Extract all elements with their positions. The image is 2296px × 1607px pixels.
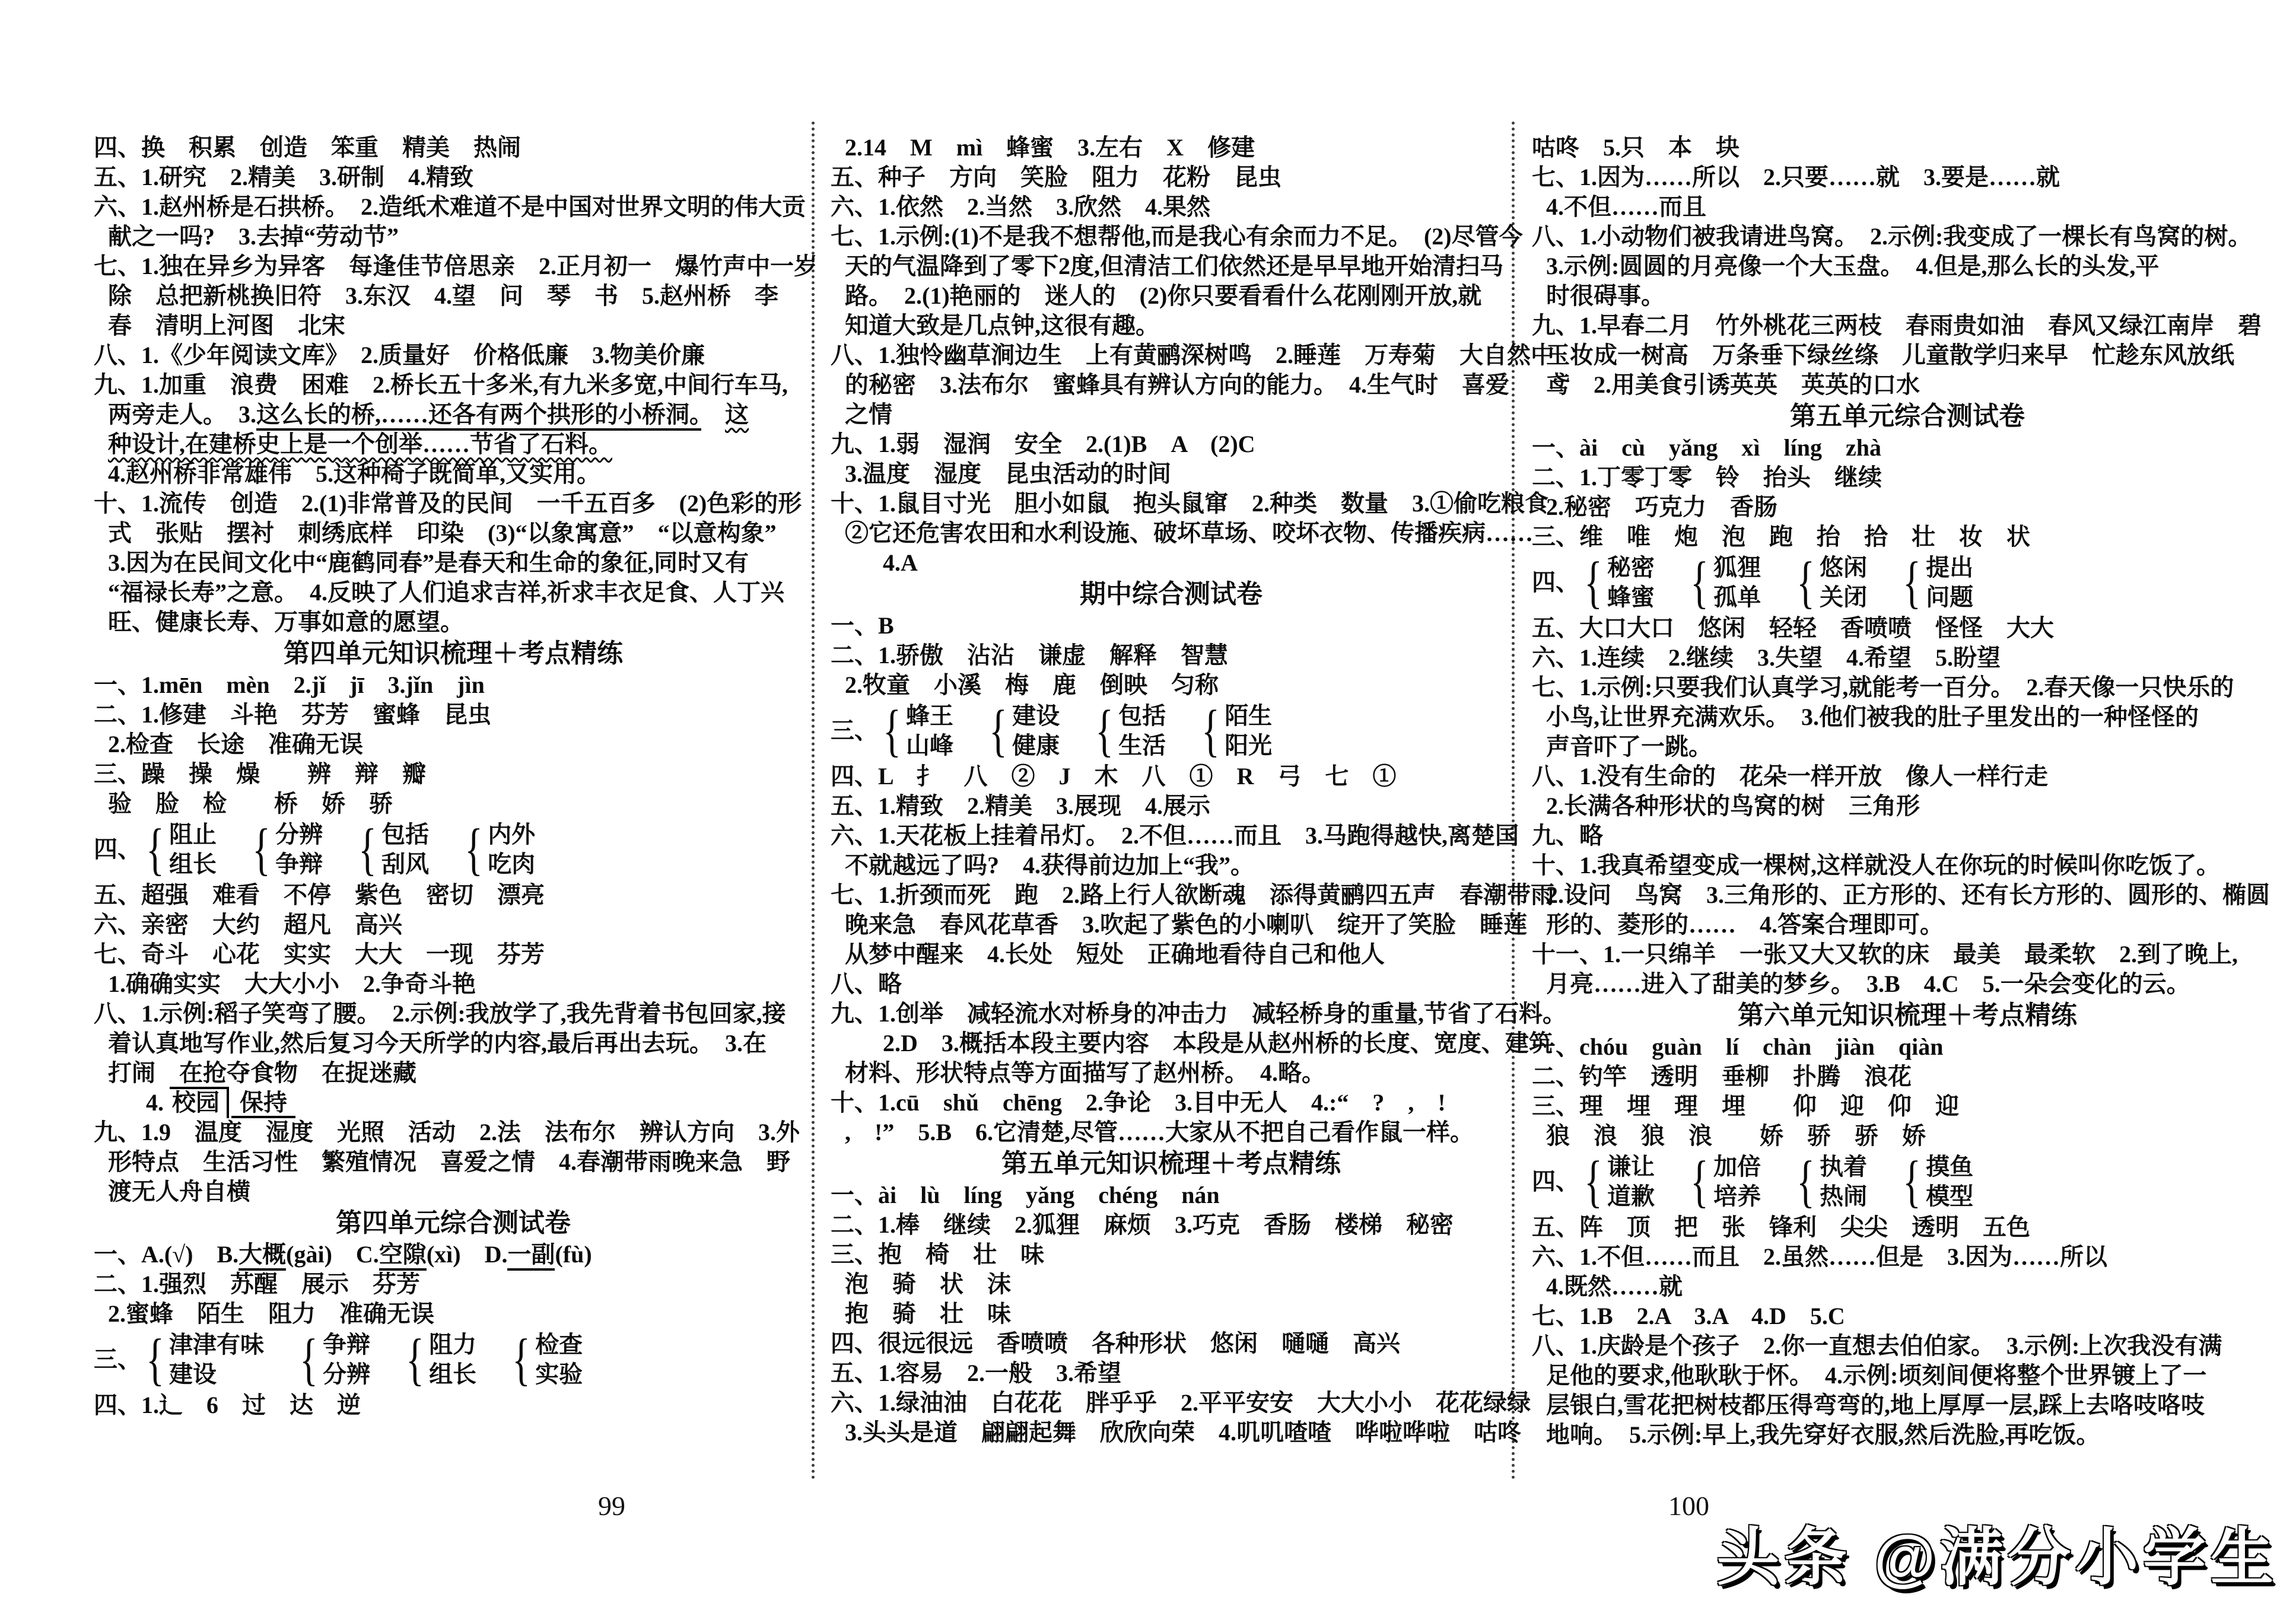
answer-line: 着认真地写作业,然后复习今天所学的内容,最后再出去玩。 3.在	[108, 1030, 767, 1057]
answer-line: 十、1.我真希望变成一棵树,这样就没人在你玩的时候叫你吃饭了。	[1532, 852, 2220, 879]
brace-pair: { 执着 热闹	[1796, 1150, 1868, 1214]
brace-icon: {	[1796, 1150, 1815, 1214]
brace-pair: { 检查 实验	[512, 1328, 583, 1392]
answer-line: 五、阵 顶 把 张 锋利 尖尖 透明 五色	[1532, 1214, 2030, 1240]
section-header: 第五单元知识梳理＋考点精练	[1001, 1149, 1341, 1178]
brace-icon: {	[1903, 1150, 1921, 1214]
answer-line: 五、1.研究 2.精美 3.研制 4.精致	[94, 164, 473, 190]
answer-line: “福禄长寿”之意。 4.反映了人们追求吉祥,祈求丰衣足食、人丁兴	[108, 579, 784, 606]
answer-line: 八、1.没有生命的 花朵一样开放 像人一样行走	[1532, 763, 2048, 790]
answer-line: 2.秘密 巧克力 香肠	[1546, 494, 1777, 520]
brace-pair: { 摸鱼 模型	[1903, 1150, 1974, 1214]
solid-underline-text: 空隙	[379, 1241, 427, 1271]
answer-line: 材料、形状特点等方面描写了赵州桥。 4.略。	[845, 1059, 1325, 1086]
answer-line: 咕咚 5.只 本 块	[1532, 134, 1740, 161]
answer-line: 4.A	[883, 549, 918, 576]
answer-line: 天的气温降到了零下2度,但清洁工们依然还是早早地开始清扫马	[845, 253, 1503, 279]
section-header: 期中综合测试卷	[1080, 580, 1263, 609]
swap-box-second: 保持	[231, 1089, 295, 1118]
answer-column-1	[94, 133, 818, 1450]
brace-icon: {	[1201, 699, 1220, 763]
brace-icon: {	[252, 817, 271, 882]
answer-line: 鸢 2.用美食引诱英英 英英的口水	[1546, 371, 1920, 398]
brace-icon: {	[512, 1328, 530, 1392]
brace-icon: {	[1690, 550, 1709, 615]
wavy-underline-text: 这	[725, 401, 749, 428]
answer-line: 2.蜜蜂 陌生 阻力 准确无误	[108, 1300, 434, 1327]
answer-line: 七、1.示例:(1)不是我不想帮他,而是我心有余而力不足。 (2)尽管今	[831, 223, 1523, 250]
answer-line: 玉妆成一树高 万条垂下绿丝绦 儿童散学归来早 忙趁东风放纸	[1546, 342, 2234, 368]
brace-icon: {	[146, 817, 164, 882]
answer-line: 五、种子 方向 笑脸 阻力 花粉 昆虫	[831, 164, 1281, 190]
answer-line: 一、chóu guàn lí chàn jiàn qiàn	[1532, 1033, 1944, 1060]
answer-line: 五、1.精致 2.精美 3.展现 4.展示	[831, 793, 1210, 819]
answer-line: 七、1.独在异乡为异客 每逢佳节倍思亲 2.正月初一 爆竹声中一岁	[94, 253, 818, 279]
brace-icon: {	[406, 1328, 424, 1392]
answer-column-2	[813, 133, 1566, 1450]
answer-line: 2.长满各种形状的鸟窝的树 三角形	[1546, 793, 1920, 819]
answer-line: 3.温度 湿度 昆虫活动的时间	[845, 460, 1171, 487]
answer-line: 八、略	[831, 970, 902, 997]
answer-line: 二、1.强烈 苏醒 展示 芬芳	[94, 1271, 420, 1297]
answer-line: 十、1.流传 创造 2.(1)非常普及的民间 一千五百多 (2)色彩的形	[94, 490, 802, 517]
brace-group-row	[94, 1329, 813, 1390]
brace-pair: { 分辨 争辩	[252, 817, 323, 882]
answer-line: 九、1.弱 湿润 安全 2.(1)B A (2)C	[831, 431, 1255, 457]
brace-group-row	[1532, 552, 2283, 613]
brace-pair: { 包括 生活	[1095, 699, 1166, 763]
answer-line: 六、1.依然 2.当然 3.欣然 4.果然	[831, 193, 1210, 220]
columns	[94, 133, 2283, 1450]
answer-line: 七、1.示例:只要我们认真学习,就能考一百分。 2.春天像一只快乐的	[1532, 674, 2234, 701]
answer-line: 除 总把新桃换旧符 3.东汉 4.望 问 琴 书 5.赵州桥 李	[108, 282, 778, 309]
item-label: 三、	[831, 717, 878, 744]
answer-line: 之情	[845, 401, 892, 428]
answer-line: 抱 骑 壮 味	[845, 1300, 1011, 1327]
brace-pair: { 悠闲 关闭	[1796, 550, 1868, 615]
answer-line: 八、1.独怜幽草涧边生 上有黄鹂深树鸣 2.睡莲 万寿菊 大自然中	[831, 342, 1554, 368]
answer-line: 从梦中醒来 4.长处 短处 正确地看待自己和他人	[845, 941, 1385, 968]
answer-line: 二、1.丁零丁零 铃 抬头 继续	[1532, 464, 1882, 491]
answer-line: 献之一吗? 3.去掉“劳动节”	[108, 223, 399, 250]
brace-pair: { 秘密 蜂蜜	[1584, 550, 1655, 615]
answer-line: 四、L 扌 八 ② J 木 八 ① R 弓 七 ①	[831, 763, 1397, 790]
wavy-underline-text: 种设计,在建桥史上是一个创举……节省了石料。	[108, 431, 612, 457]
answer-line: 4.不但……而且	[1546, 193, 1706, 220]
answer-line: 七、1.折颈而死 跑 2.路上行人欲断魂 添得黄鹂四五声 春潮带雨	[831, 882, 1554, 908]
solid-underline-text: 大概	[238, 1241, 286, 1271]
answer-line: 4.赵州桥非常雄伟 5.这种椅子既简单,又实用。	[108, 460, 600, 487]
answer-line: 不就越远了吗? 4.获得前边加上“我”。	[845, 852, 1254, 879]
answer-line: 2.检查 长途 准确无误	[108, 731, 363, 758]
watermark: 头条 @满分小学生	[1716, 1523, 2278, 1593]
brace-icon: {	[883, 699, 901, 763]
brace-group-row	[94, 819, 813, 880]
section-header: 第四单元知识梳理＋考点精练	[284, 639, 623, 668]
answer-line: 三、理 埋 理 埋 仰 迎 仰 迎	[1532, 1093, 1959, 1119]
answer-line: 狼 浪 狼 浪 娇 骄 骄 娇	[1546, 1122, 1926, 1149]
brace-icon: {	[989, 699, 1007, 763]
answer-line: ②它还危害农田和水利设施、破坏草场、咬坏衣物、传播疾病……	[845, 520, 1533, 546]
brace-pair: { 津津有味 建设	[146, 1328, 265, 1392]
brace-pair: { 谦让 道歉	[1584, 1150, 1655, 1214]
answer-line: 九、1.9 温度 湿度 光照 活动 2.法 法布尔 辨认方向 3.外	[94, 1119, 800, 1145]
solid-underline-text: 一副	[507, 1241, 555, 1271]
section-header: 第六单元知识梳理＋考点精练	[1738, 1001, 2077, 1030]
answer-line: 五、大口大口 悠闲 轻轻 香喷喷 怪怪 大大	[1532, 615, 2054, 641]
answer-line: 月亮……进入了甜美的梦乡。 3.B 4.C 5.一朵会变化的云。	[1546, 970, 2190, 997]
answer-line: 一、B	[831, 612, 894, 639]
answer-line: 六、1.绿油油 白花花 胖乎乎 2.平平安安 大大小小 花花绿绿	[831, 1389, 1531, 1416]
brace-icon: {	[465, 817, 483, 882]
brace-pair: { 提出 问题	[1903, 550, 1974, 615]
brace-icon: {	[1903, 550, 1921, 615]
brace-pair: { 阻止 组长	[146, 817, 217, 882]
answer-line: 五、1.容易 2.一般 3.希望	[831, 1360, 1121, 1386]
answer-line: 一、A.(√) B.大概(gài) C.空隙(xì) D.一副(fù)	[94, 1240, 813, 1269]
answer-line: 四、换 积累 创造 笨重 精美 热闹	[94, 134, 521, 161]
answer-line: 1.确确实实 大大小小 2.争奇斗艳	[108, 970, 476, 997]
answer-line: 2.设问 鸟窝 3.三角形的、正方形的、还有长方形的、圆形的、椭圆	[1546, 882, 2270, 908]
answer-line: 2.牧童 小溪 梅 鹿 倒映 匀称	[845, 672, 1219, 698]
answer-line: 两旁走人。 3.这么长的桥,……还各有两个拱形的小桥洞。 这	[94, 400, 813, 429]
answer-line: 六、1.赵州桥是石拱桥。 2.造纸术难道不是中国对世界文明的伟大贡	[94, 193, 806, 220]
answer-line: 六、1.不但……而且 2.虽然……但是 3.因为……所以	[1532, 1243, 2107, 1270]
answer-column-3	[1512, 133, 2283, 1450]
brace-icon: {	[1095, 699, 1114, 763]
answer-line: 2.14 M mì 蜂蜜 3.左右 X 修建	[845, 134, 1255, 161]
answer-line: 一、1.mēn mèn 2.jǐ jī 3.jǐn jìn	[94, 672, 485, 698]
answer-line: 2.D 3.概括本段主要内容 本段是从赵州桥的长度、宽度、建筑	[883, 1030, 1553, 1057]
answer-line: 一、ài cù yǎng xì líng zhà	[1532, 434, 1881, 461]
answer-line: 形的、菱形的…… 4.答案合理即可。	[1546, 911, 1944, 938]
swap-box-first: 校园	[170, 1087, 229, 1118]
item-label: 四、	[1532, 1168, 1579, 1195]
brace-group-row	[1532, 1151, 2283, 1213]
answer-line: 七、奇斗 心花 实实 大大 一现 芬芳	[94, 941, 545, 968]
item-label: 四、	[1532, 569, 1579, 596]
answer-line: 五、超强 难看 不停 紫色 密切 漂亮	[94, 882, 545, 908]
brace-group-row	[831, 700, 1512, 762]
answer-line: 3.因为在民间文化中“鹿鹤同春”是春天和生命的象征,同时又有	[108, 549, 749, 576]
answer-line: 八、1.《少年阅读文库》 2.质量好 价格低廉 3.物美价廉	[94, 342, 705, 368]
brace-pair: { 争辩 分辨	[300, 1328, 371, 1392]
answer-line: 渡无人舟自横	[108, 1178, 250, 1205]
section-header: 第五单元综合测试卷	[1790, 402, 2025, 431]
page-number-right: 100	[1668, 1491, 1709, 1521]
answer-line: 3.头头是道 翩翩起舞 欣欣向荣 4.叽叽喳喳 哗啦哗啦 咕咚	[845, 1419, 1521, 1446]
brace-pair: { 陌生 阳光	[1201, 699, 1273, 763]
answer-line: 八、1.示例:稻子笑弯了腰。 2.示例:我放学了,我先背着书包回家,接	[94, 1000, 786, 1027]
answer-line: 八、1.小动物们被我请进鸟窝。 2.示例:我变成了一棵长有鸟窝的树。	[1532, 223, 2252, 250]
answer-line: 二、1.修建 斗艳 芬芳 蜜蜂 昆虫	[94, 701, 491, 728]
brace-pair: { 建设 健康	[989, 699, 1060, 763]
answer-line: 八、1.庆龄是个孩子 2.你一直想去伯伯家。 3.示例:上次我没有满	[1532, 1332, 2222, 1359]
answer-line: 一、ài lù líng yǎng chéng nán	[831, 1182, 1220, 1208]
answer-line: 二、1.棒 继续 2.狐狸 麻烦 3.巧克 香肠 楼梯 秘密	[831, 1211, 1454, 1238]
answer-line: 十、1.鼠目寸光 胆小如鼠 抱头鼠窜 2.种类 数量 3.①偷吃粮食	[831, 490, 1548, 517]
answer-line: 春 清明上河图 北宋	[108, 312, 345, 339]
answer-line: 九、略	[1532, 822, 1603, 849]
answer-line: 三、维 唯 炮 泡 跑 抬 拾 壮 妆 状	[1532, 523, 2030, 550]
answer-line: 六、1.连续 2.继续 3.失望 4.希望 5.盼望	[1532, 644, 2001, 671]
answer-line: 二、钓竿 透明 垂柳 扑腾 浪花	[1532, 1063, 1912, 1090]
item-label: 四、	[94, 836, 141, 863]
answer-line: 九、1.加重 浪费 困难 2.桥长五十多米,有九米多宽,中间行车马,	[94, 371, 788, 398]
answer-line: 二、1.骄傲 沾沾 谦虚 解释 智慧	[831, 642, 1228, 669]
answer-line: 晚来急 春风花草香 3.吹起了紫色的小喇叭 绽开了笑脸 睡莲	[845, 911, 1527, 938]
proofmark-line: 4. 校园 保持	[94, 1088, 813, 1118]
answer-line: 四、1.辶 6 过 达 逆	[94, 1392, 361, 1418]
brace-icon: {	[1584, 1150, 1602, 1214]
solid-underline-text: 这么长的桥,……还各有两个拱形的小桥洞。	[256, 401, 701, 431]
answer-line: 四、很远很远 香喷喷 各种形状 悠闲 嗵嗵 高兴	[831, 1330, 1400, 1357]
answer-line: 九、1.早春二月 竹外桃花三两枝 春雨贵如油 春风又绿江南岸 碧	[1532, 312, 2262, 339]
answer-line: 打闹 在抢夺食物 在捉迷藏	[108, 1059, 416, 1086]
page-number-left: 99	[598, 1491, 625, 1521]
answer-line: 十一、1.一只绵羊 一张又大又软的床 最美 最柔软 2.到了晚上,	[1532, 941, 2238, 968]
brace-pair: { 蜂王 山峰	[883, 699, 954, 763]
brace-icon: {	[1796, 550, 1815, 615]
answer-line: 足他的要求,他耿耿于怀。 4.示例:顷刻间便将整个世界镀上了一	[1546, 1362, 2207, 1389]
answer-line: 地响。 5.示例:早上,我先穿好衣服,然后洗脸,再吃饭。	[1546, 1421, 2100, 1448]
answer-line: 七、1.因为……所以 2.只要……就 3.要是……就	[1532, 164, 2060, 190]
answer-line: 4.既然……就	[1546, 1273, 1683, 1300]
answer-line: 十、1.cū shǔ chēng 2.争论 3.目中无人 4.:“ ? , !	[831, 1089, 1446, 1116]
brace-icon: {	[1690, 1150, 1709, 1214]
answer-line: 三、躁 操 燥 辨 辩 瓣	[94, 760, 426, 787]
answer-line: 三、抱 椅 壮 味	[831, 1241, 1044, 1268]
answer-line: 泡 骑 状 沫	[845, 1271, 1011, 1297]
brace-icon: {	[300, 1328, 318, 1392]
answer-line: 知道大致是几点钟,这很有趣。	[845, 312, 1159, 339]
brace-icon: {	[358, 817, 377, 882]
answer-line: 路。 2.(1)艳丽的 迷人的 (2)你只要看看什么花刚刚开放,就	[845, 282, 1482, 309]
answer-line: 式 张贴 摆衬 刺绣底样 印染 (3)“以象寓意” “以意构象”	[108, 520, 777, 546]
brace-pair: { 狐狸 孤单	[1690, 550, 1761, 615]
answer-line: 声音吓了一跳。	[1546, 733, 1712, 760]
brace-icon: {	[1584, 550, 1602, 615]
answer-line: 时很碍事。	[1546, 282, 1665, 309]
answer-line: 六、1.天花板上挂着吊灯。 2.不但……而且 3.马跑得越快,离楚国	[831, 822, 1519, 849]
answer-line: 形特点 生活习性 繁殖情况 喜爱之情 4.春潮带雨晚来急 野	[108, 1148, 790, 1175]
brace-pair: { 阻力 组长	[406, 1328, 477, 1392]
answer-line: 旺、健康长寿、万事如意的愿望。	[108, 609, 464, 635]
brace-pair: { 内外 吃肉	[465, 817, 536, 882]
answer-line: 验 脸 检 桥 娇 骄	[108, 790, 393, 817]
brace-pair: { 包括 刮风	[358, 817, 430, 882]
answer-line: , !” 5.B 6.它清楚,尽管……大家从不把自己看作鼠一样。	[845, 1119, 1474, 1145]
item-label: 三、	[94, 1346, 141, 1373]
answer-line: 七、1.B 2.A 3.A 4.D 5.C	[1532, 1303, 1845, 1329]
answer-line: 九、1.创举 减轻流水对桥身的冲击力 减轻桥身的重量,节省了石料。	[831, 1000, 1566, 1027]
answer-line: 小鸟,让世界充满欢乐。 3.他们被我的肚子里发出的一种怪怪的	[1546, 704, 2199, 730]
answer-line: 3.示例:圆圆的月亮像一个大玉盘。 4.但是,那么长的头发,平	[1546, 253, 2160, 279]
answer-line: 六、亲密 大约 超凡 高兴	[94, 911, 402, 938]
brace-pair: { 加倍 培养	[1690, 1150, 1761, 1214]
section-header: 第四单元综合测试卷	[336, 1208, 571, 1237]
answer-line	[94, 429, 813, 459]
brace-icon: {	[146, 1328, 164, 1392]
answer-line: 层银白,雪花把树枝都压得弯弯的,地上厚厚一层,踩上去咯吱咯吱	[1546, 1392, 2205, 1418]
answer-line: 的秘密 3.法布尔 蜜蜂具有辨认方向的能力。 4.生气时 喜爱	[845, 371, 1509, 398]
